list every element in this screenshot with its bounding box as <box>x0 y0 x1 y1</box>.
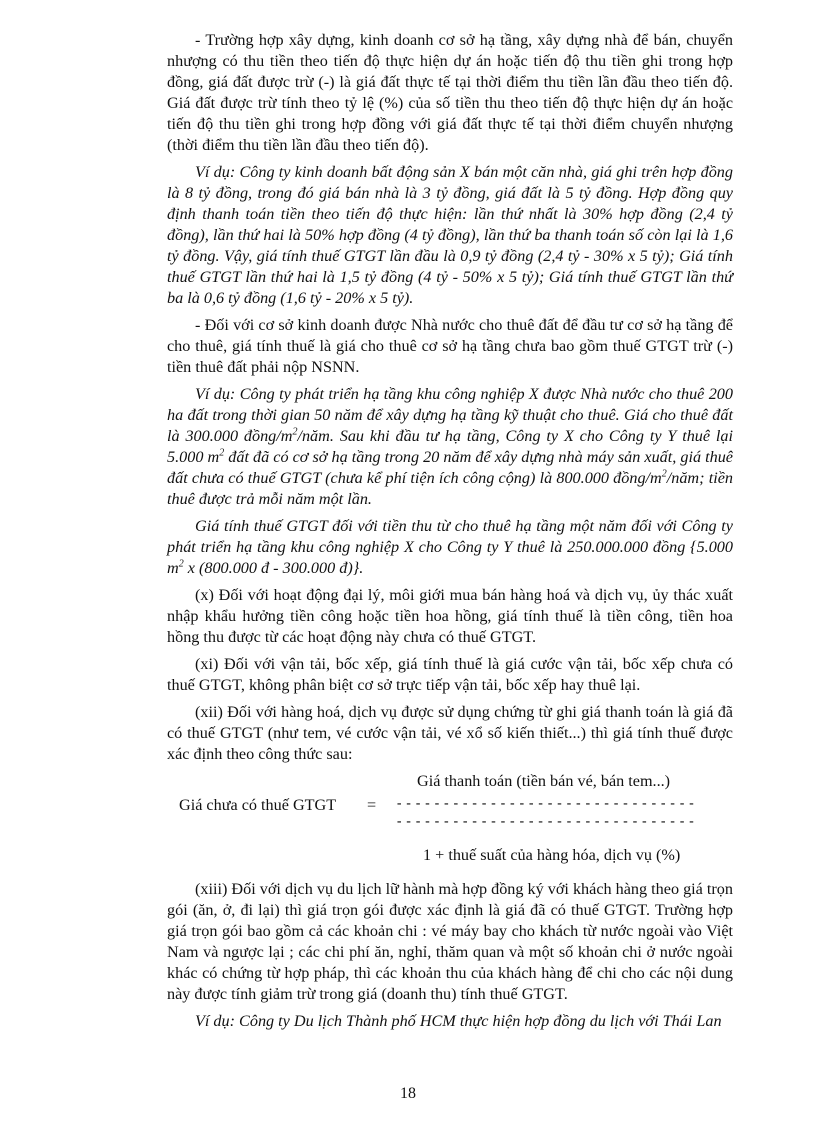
formula-denominator: 1 + thuế suất của hàng hóa, dịch vụ (%) <box>423 846 681 864</box>
formula-lhs: Giá chưa có thuế GTGT <box>179 796 337 814</box>
result-text: x (800.000 đ - 300.000 đ)}. <box>183 559 364 577</box>
formula-equals: = <box>367 796 377 814</box>
example-real-estate: Ví dụ: Công ty kinh doanh bất động sản X bán một căn nhà, giá ghi trên hợp đồng là 8 tỷ đồng, trong đó giá bán nhà là 3 tỷ đồng, giá đất là 5 tỷ đồng. Hợp đồng quy định thanh toán tiền theo tiến độ thực hiện: lần thứ nhất là 30% hợp đồng (2,4 tỷ đồng), lần thứ hai là 50% hợp đồng (4 tỷ đồng), lần thứ ba thanh toán số còn lại là 1,6 tỷ đồng. Vậy, giá tính thuế GTGT lần đầu là 0,9 tỷ đồng (2,4 tỷ - 30% x 5 tỷ); Giá tính thuế GTGT lần thứ hai là 1,5 tỷ đồng (4 tỷ - 50% x 5 tỷ); Giá tính thuế GTGT lần thứ ba là 0,6 tỷ đồng (1,6 tỷ - 20% x 5 tỷ). <box>167 163 733 307</box>
superscript: 2 <box>219 447 225 459</box>
paragraph-agency: (x) Đối với hoạt động đại lý, môi giới mua bán hàng hoá và dịch vụ, ủy thác xuất nhập khẩu hưởng tiền công hoặc tiền hoa hồng, giá tính thuế là tiền công, tiền hoa hồng thu được từ các hoạt động này chưa có thuế GTGT. <box>167 586 733 646</box>
paragraph-land-price-progress: - Trường hợp xây dựng, kinh doanh cơ sở hạ tầng, xây dựng nhà để bán, chuyển nhượng có thu tiền theo tiến độ thực hiện dự án hoặc tiến độ thu tiền ghi trong hợp đồng, giá đất được trừ (-) là giá đất thực tế tại thời điểm thu tiền lần đầu theo tiến độ. Giá đất được trừ tính theo tỷ lệ (%) của số tiền thu theo tiến độ thực hiện dự án hoặc tiến độ thu tiền ghi trong hợp đồng với giá đất thực tế tại thời điểm chuyển nhượng (thời điểm thu tiền lần đầu theo tiến độ). <box>167 31 733 154</box>
paragraph-infrastructure-lease: - Đối với cơ sở kinh doanh được Nhà nước cho thuê đất để đầu tư cơ sở hạ tầng để cho thuê, giá tính thuế là giá cho thuê cơ sở hạ tầng chưa bao gồm thuế GTGT trừ (-) tiền thuê đất phải nộp NSNN. <box>167 316 733 376</box>
result-text: Giá tính thuế GTGT đối với tiền thu từ cho thuê hạ tầng một năm đối với Công ty phát triển hạ tầng khu công nghiệp X cho Công ty Y thuê là 250.000.000 đồng {5.000 m <box>167 517 733 577</box>
paragraph-transport: (xi) Đối với vận tải, bốc xếp, giá tính thuế là giá cước vận tải, bốc xếp chưa có thuế GTGT, không phân biệt cơ sở trực tiếp vận tải, bốc xếp hay thuê lại. <box>167 655 733 694</box>
example-text: /năm; tiền thuê được trả mỗi năm một lần. <box>167 469 733 508</box>
example-tour: Ví dụ: Công ty Du lịch Thành phố HCM thực hiện hợp đồng du lịch với Thái Lan <box>195 1012 722 1030</box>
superscript: 2 <box>292 426 298 438</box>
example-text: /năm. Sau khi đầu tư hạ tầng, Công ty X cho Công ty Y thuê lại 5.000 m <box>167 427 734 466</box>
formula-numerator: Giá thanh toán (tiền bán vé, bán tem...) <box>417 772 671 790</box>
formula-denominator-row <box>167 845 733 873</box>
paragraph-vouchers: (xii) Đối với hàng hoá, dịch vụ được sử dụng chứng từ ghi giá thanh toán là giá đã có thuế GTGT (như tem, vé cước vận tải, vé xổ số kiến thiết...) thì giá tính thuế được xác định theo công thức sau: <box>167 703 733 763</box>
example-industrial-park <box>167 384 733 510</box>
formula-fraction-bar: -------------------------------- <box>395 796 697 812</box>
formula-fraction-bar: -------------------------------- <box>395 814 697 830</box>
superscript: 2 <box>661 468 667 480</box>
document-page <box>167 30 733 1038</box>
example-text: Ví dụ: Công ty phát triển hạ tầng khu công nghiệp X được Nhà nước cho thuê 200 ha đất trong thời gian 50 năm để xây dựng hạ tầng kỹ thuật cho thuê. Giá cho thuê đất là 300.000 đồng/m <box>167 385 733 445</box>
paragraph-tour-package: (xiii) Đối với dịch vụ du lịch lữ hành mà hợp đồng ký với khách hàng theo giá trọn gói (ăn, ở, đi lại) thì giá trọn gói được xác định là giá đã có thuế GTGT. Trường hợp giá trọn gói bao gồm cả các khoản chi : vé máy bay cho khách từ nước ngoài vào Việt Nam và ngược lại ; các chi phí ăn, nghỉ, thăm quan và một số khoản chi ở nước ngoài khác có chứng từ hợp pháp, thì các khoản thu của khách hàng để chi cho các nội dung này được tính giảm trừ trong giá (doanh thu) tính thuế GTGT. <box>167 880 733 1003</box>
superscript: 2 <box>178 558 184 570</box>
page-number: 18 <box>400 1085 416 1102</box>
price-formula <box>167 771 733 835</box>
example-text: đất đã có cơ sở hạ tầng trong 20 năm để xây dựng nhà máy sản xuất, giá thuê đất chưa có thuế GTGT (chưa kể phí tiện ích công cộng) là 800.000 đồng/m <box>167 448 733 487</box>
example-result <box>167 516 733 579</box>
